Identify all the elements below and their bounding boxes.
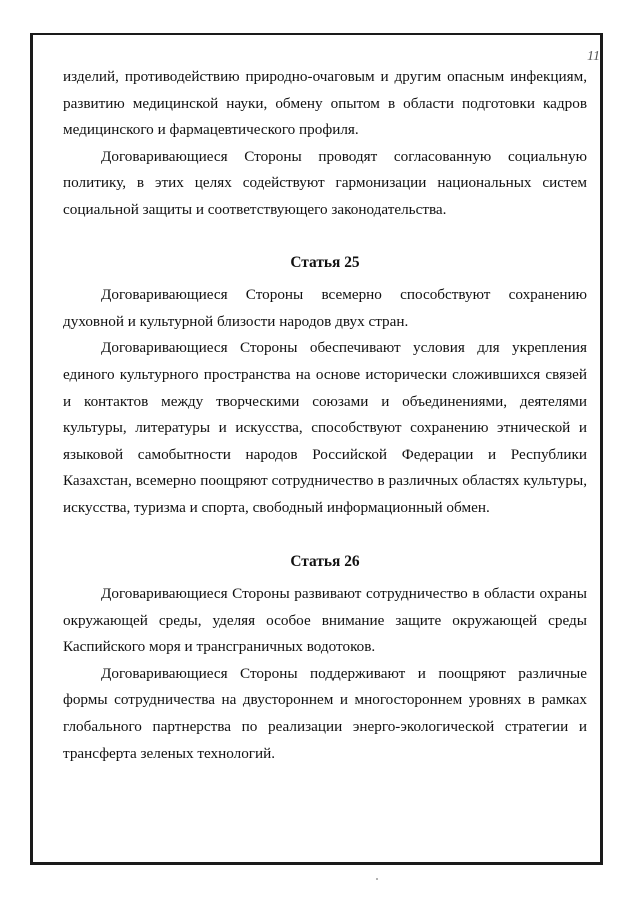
document-body: [63, 64, 587, 767]
paragraph-continuation: изделий, противодействию природно-очаговым и другим опасным инфекциям, развитию медицинской науки, обмену опытом в области подготовки кадров медицинского и фармацевтического профиля.: [63, 68, 587, 139]
article-26-heading: Статья 26: [290, 552, 360, 570]
page-number: 11: [587, 49, 600, 64]
article-25-paragraph-2: Договаривающиеся Стороны обеспечивают условия для укрепления единого культурного пространства на основе исторически сложившихся связей и контактов между творческими союзами и объединениями, деятелями культуры, литературы и искусства, способствуют сохранению этнической и языковой самобытности народов Российской Федерации и Республики Казахстан, всемерно поощряют сотрудничество в различных областях культуры, искусства, туризма и спорта, свободный информационный обмен.: [63, 339, 587, 516]
article-25-paragraph-1: Договаривающиеся Стороны всемерно способствуют сохранению духовной и культурной близости народов двух стран.: [63, 286, 587, 330]
article-26-paragraph-2: Договаривающиеся Стороны поддерживают и поощряют различные формы сотрудничества на двустороннем и многостороннем уровнях в рамках глобального партнерства по реализации энерго-экологической стратегии и трансферта зеленых технологий.: [63, 664, 587, 762]
article-26-paragraph-1: Договаривающиеся Стороны развивают сотрудничество в области охраны окружающей среды, уделяя особое внимание защите окружающей среды Каспийского моря и трансграничных водотоков.: [63, 585, 587, 656]
article-25-heading: Статья 25: [290, 253, 360, 271]
paragraph-social-policy: Договаривающиеся Стороны проводят согласованную социальную политику, в этих целях содействуют гармонизации национальных систем социальной защиты и соответствующего законодательства.: [63, 147, 587, 218]
scan-speck: [376, 878, 378, 880]
